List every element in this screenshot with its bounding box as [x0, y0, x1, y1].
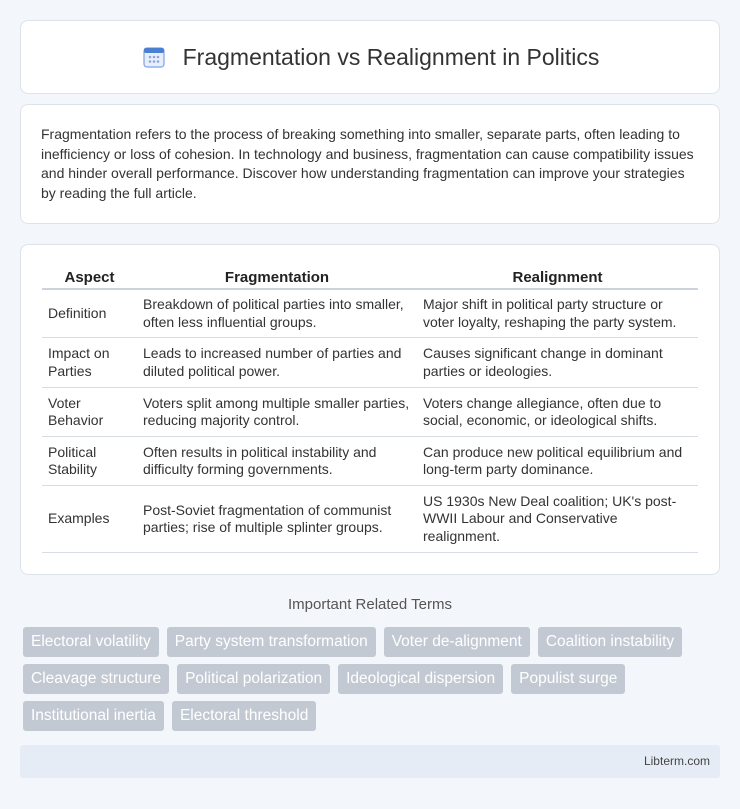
- related-term-tag[interactable]: Ideological dispersion: [338, 664, 503, 694]
- cell-fragmentation: Leads to increased number of parties and diluted political power.: [137, 338, 417, 388]
- comparison-card: [20, 244, 720, 575]
- related-term-tag[interactable]: Voter de-alignment: [384, 627, 530, 657]
- related-term-tag[interactable]: Populist surge: [511, 664, 625, 694]
- table-row: [42, 388, 698, 437]
- related-terms-list: [23, 627, 723, 738]
- header-aspect: Aspect: [42, 263, 137, 290]
- cell-realignment: US 1930s New Deal coalition; UK's post-WWII Labour and Conservative realignment.: [417, 486, 698, 553]
- header-fragmentation: Fragmentation: [137, 263, 417, 290]
- cell-realignment: Can produce new political equilibrium and long-term party dominance.: [417, 437, 698, 486]
- table-row: [42, 486, 698, 553]
- related-terms-title: Important Related Terms: [288, 596, 452, 613]
- related-term-tag[interactable]: Party system transformation: [167, 627, 376, 657]
- page-title: Fragmentation vs Realignment in Politics: [182, 43, 600, 70]
- table-row: [42, 290, 698, 338]
- header-realignment: Realignment: [417, 263, 698, 290]
- table-row: [42, 338, 698, 388]
- table-header-row: [42, 263, 698, 290]
- comparison-table: [42, 263, 698, 553]
- related-term-tag[interactable]: Coalition instability: [538, 627, 682, 657]
- cell-aspect: Impact on Parties: [42, 338, 137, 388]
- related-term-tag[interactable]: Cleavage structure: [23, 664, 169, 694]
- cell-fragmentation: Post-Soviet fragmentation of communist parties; rise of multiple splinter groups.: [137, 486, 417, 553]
- header-card: [20, 20, 720, 94]
- calendar-icon: [141, 44, 167, 70]
- cell-aspect: Political Stability: [42, 437, 137, 486]
- cell-aspect: Definition: [42, 290, 137, 338]
- cell-realignment: Causes significant change in dominant parties or ideologies.: [417, 338, 698, 388]
- cell-aspect: Voter Behavior: [42, 388, 137, 437]
- related-term-tag[interactable]: Electoral volatility: [23, 627, 159, 657]
- footer-site-link[interactable]: Libterm.com: [643, 754, 710, 768]
- related-term-tag[interactable]: Electoral threshold: [172, 701, 316, 731]
- cell-aspect: Examples: [42, 486, 137, 553]
- footer: [20, 745, 720, 778]
- intro-card: [20, 104, 720, 224]
- cell-realignment: Voters change allegiance, often due to social, economic, or ideological shifts.: [417, 388, 698, 437]
- cell-fragmentation: Voters split among multiple smaller parties, reducing majority control.: [137, 388, 417, 437]
- cell-fragmentation: Often results in political instability and difficulty forming governments.: [137, 437, 417, 486]
- related-term-tag[interactable]: Institutional inertia: [23, 701, 164, 731]
- cell-realignment: Major shift in political party structure or voter loyalty, reshaping the party system.: [417, 290, 698, 338]
- related-term-tag[interactable]: Political polarization: [177, 664, 330, 694]
- cell-fragmentation: Breakdown of political parties into smaller, often less influential groups.: [137, 290, 417, 338]
- table-row: [42, 437, 698, 486]
- intro-text: Fragmentation refers to the process of breaking something into smaller, separate parts, often leading to inefficiency or loss of cohesion. In technology and business, fragmentation can cause compatibility issues and hinder overall performance. Discover how understanding fragmentation can improve your strategies by reading the full article.: [41, 126, 694, 201]
